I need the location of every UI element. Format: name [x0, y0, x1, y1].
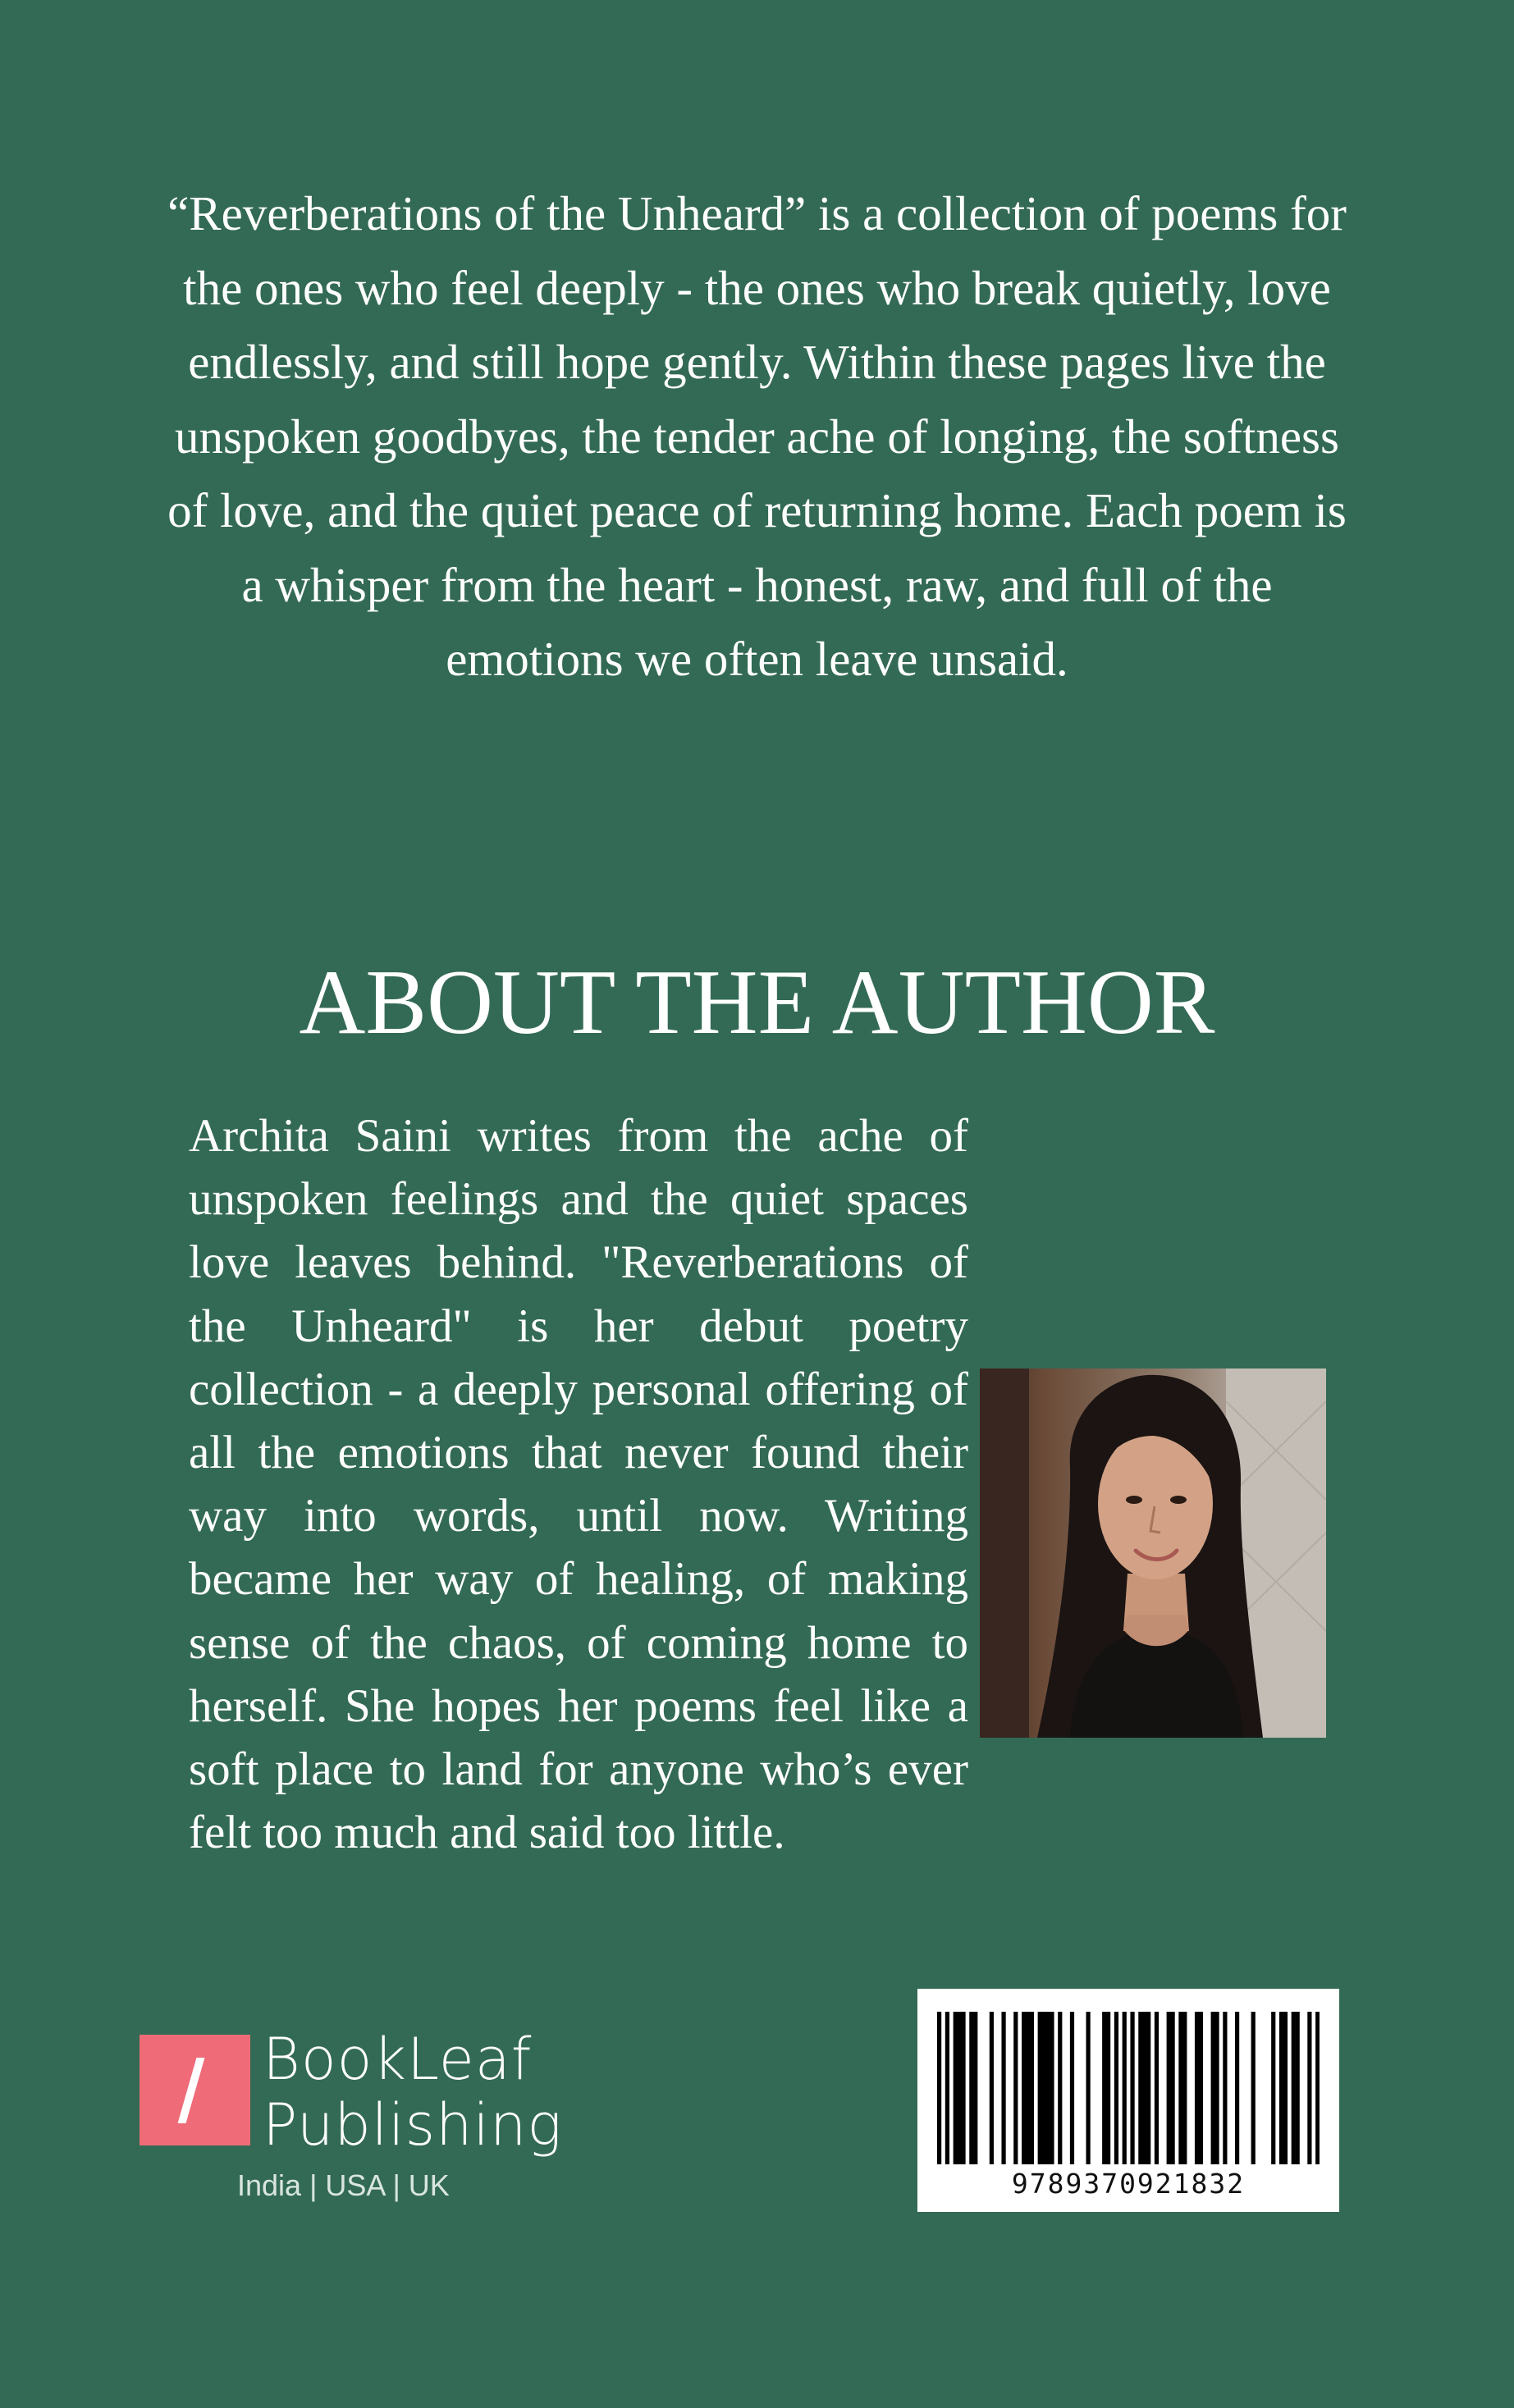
barcode-bar — [1050, 2012, 1054, 2164]
barcode-bar — [1315, 2012, 1320, 2164]
barcode-bar — [1130, 2012, 1134, 2164]
slash-icon — [178, 2058, 205, 2123]
barcode-bar — [969, 2012, 973, 2164]
barcode-bar — [1279, 2012, 1283, 2164]
publisher-name — [263, 2026, 562, 2158]
barcode-bar — [1070, 2012, 1074, 2164]
publisher-name-line2: Publishing — [263, 2091, 563, 2159]
barcode-bar — [958, 2012, 962, 2164]
about-the-author-heading: ABOUT THE AUTHOR — [299, 952, 1215, 1053]
isbn-number: 9789370921832 — [1011, 2168, 1246, 2200]
barcode-bar — [1251, 2012, 1256, 2164]
barcode-bar — [1123, 2012, 1127, 2164]
publisher-regions: India | USA | UK — [237, 2168, 450, 2202]
barcode-bar — [1086, 2012, 1090, 2164]
publisher-logo-mark — [140, 2035, 250, 2145]
barcode-bar — [1307, 2012, 1311, 2164]
barcode-bar — [990, 2012, 994, 2164]
barcode-bar — [1022, 2012, 1026, 2164]
isbn-barcode — [917, 1989, 1339, 2212]
barcode-bar — [1058, 2012, 1062, 2164]
barcode-bar — [1102, 2012, 1106, 2164]
barcode-bar — [1030, 2012, 1034, 2164]
barcode-bar — [1271, 2012, 1275, 2164]
barcode-bar — [1042, 2012, 1046, 2164]
barcode-bar — [1211, 2012, 1215, 2164]
barcode-bar — [1001, 2012, 1005, 2164]
barcode-bar — [1199, 2012, 1203, 2164]
barcode-bar — [1013, 2012, 1018, 2164]
barcode-bar — [1045, 2012, 1050, 2164]
barcode-bar — [1182, 2012, 1187, 2164]
author-bio: Archita Saini writes from the ache of unspoken feelings and the quiet spaces love leaves behind. "Reverberations of the Unheard" is her debut poetry collection - a deeply personal offering of all the emotions that never found their way into words, until now. Writing became her way of healing, of making sense of the chaos, of coming home to herself. She hopes her poems feel like a soft place to land for anyone who’s ever felt too much and said too little. — [189, 1110, 968, 1859]
barcode-bar — [1155, 2012, 1159, 2164]
barcode-bar — [945, 2012, 949, 2164]
barcode-bar — [1038, 2012, 1042, 2164]
barcode-bar — [1296, 2012, 1300, 2164]
barcode-bar — [937, 2012, 941, 2164]
barcode-bar — [973, 2012, 977, 2164]
book-blurb: “Reverberations of the Unheard” is a collection of poems for the ones who feel deeply - the ones who break quietly, love endlessly, and still hope gently. Within these pages live the unspoken goodbyes, the tender ache of longing, the softness of love, and the quiet peace of returning home. Each poem is a whisper from the heart - honest, raw, and full of the emotions we often leave unsaid. — [167, 186, 1347, 686]
barcode-bars — [937, 2012, 1320, 2164]
barcode-bar — [1138, 2012, 1142, 2164]
barcode-bar — [1235, 2012, 1239, 2164]
barcode-bar — [954, 2012, 958, 2164]
barcode-bar — [1114, 2012, 1118, 2164]
barcode-bar — [1106, 2012, 1110, 2164]
publisher-logo — [140, 2026, 566, 2215]
barcode-bar — [961, 2012, 965, 2164]
barcode-bar — [1195, 2012, 1199, 2164]
barcode-bar — [1292, 2012, 1296, 2164]
barcode-bar — [1223, 2012, 1227, 2164]
author-photo — [980, 1368, 1326, 1738]
barcode-bar — [1026, 2012, 1030, 2164]
barcode-bar — [1171, 2012, 1175, 2164]
barcode-bar — [1142, 2012, 1146, 2164]
barcode-bar — [1214, 2012, 1219, 2164]
barcode-bar — [1283, 2012, 1288, 2164]
publisher-name-line1: BookLeaf — [263, 2026, 533, 2093]
barcode-bar — [1167, 2012, 1171, 2164]
barcode-bar — [1146, 2012, 1150, 2164]
barcode-bar — [1178, 2012, 1182, 2164]
